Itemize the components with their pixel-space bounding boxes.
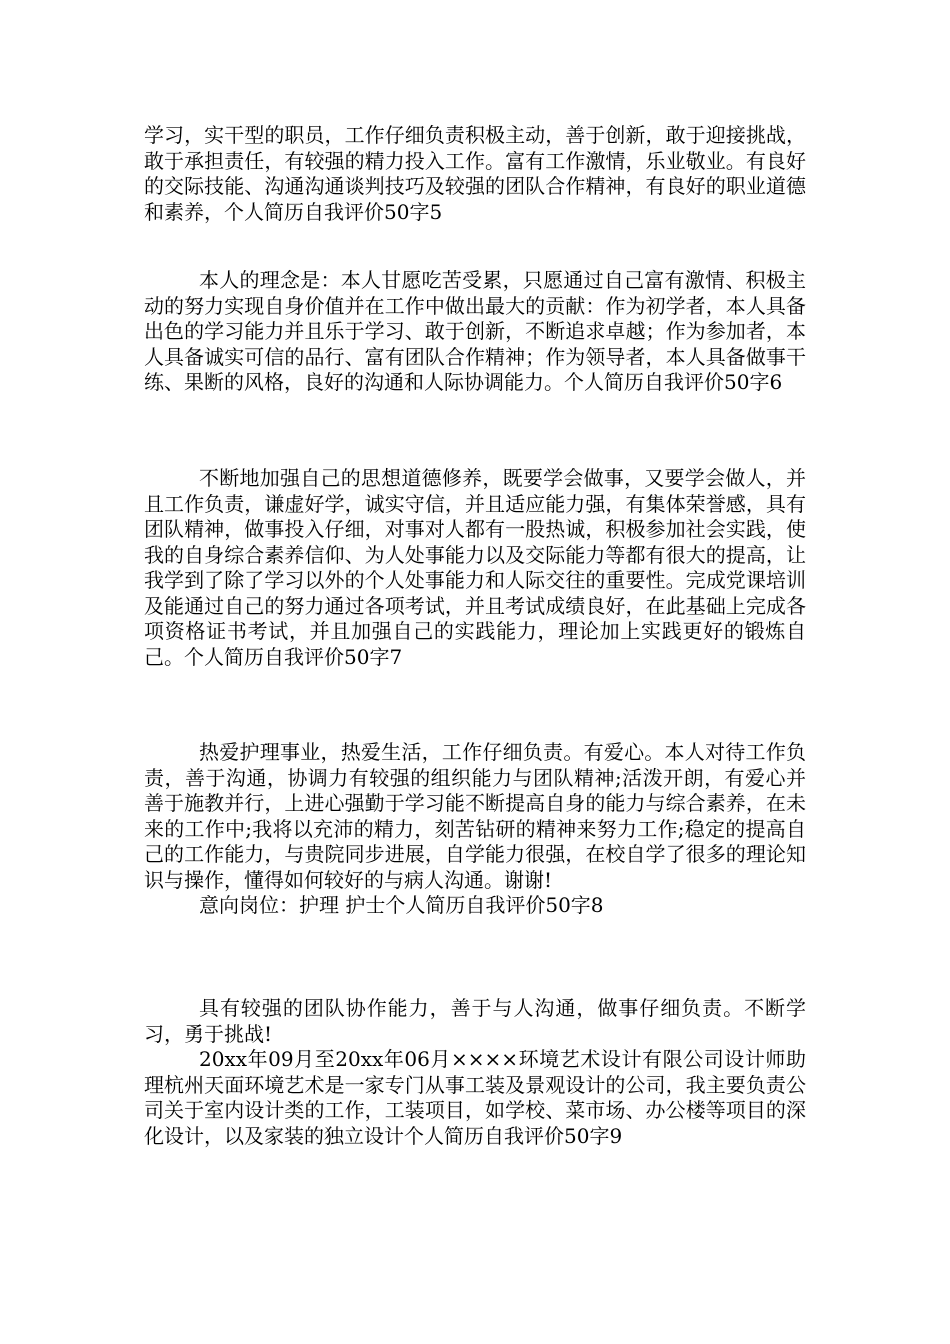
paragraph-text: 不断地加强自己的思想道德修养，既要学会做事，又要学会做人，并且工作负责，谦虚好学，诚实守信，并且适应能力强，有集体荣誉感，具有团队精神，做事投入仔细，对事对人都有一股热诚，积极参加社会实践，使我的自身综合素养信仰、为人处事能力以及交际能力等都有很大的提高，让我学到了除了学习以外的个人处事能力和人际交往的重要性。完成党课培训及能通过自己的努力通过各项考试，并且考试成绩良好，在此基础上完成各项资格证书考试，并且加强自己的实践能力，理论加上实践更好的锻炼自己。个人简历自我评价50字7 [144, 466, 806, 669]
paragraph-self-evaluation-5 [144, 123, 806, 225]
paragraph-text: 热爱护理事业，热爱生活，工作仔细负责。有爱心。本人对待工作负责，善于沟通，协调力有较强的组织能力与团队精神;活泼开朗，有爱心并善于施教并行，上进心强勤于学习能不断提高自身的能力与综合素养，在未来的工作中;我将以充沛的精力，刻苦钻研的精神来努力工作;稳定的提高自己的工作能力，与贵院同步进展，自学能力很强，在校自学了很多的理论知识与操作，懂得如何较好的与病人沟通。谢谢! [144, 740, 806, 892]
paragraph-experience-line: 20xx年09月至20xx年06月××××环境艺术设计有限公司设计师助理杭州天面环境艺术是一家专门从事工装及景观设计的公司，我主要负责公司关于室内设计类的工作，工装项目，如学校、菜市场、办公楼等项目的深化设计，以及家装的独立设计个人简历自我评价50字9 [144, 1047, 806, 1148]
paragraph-text: 学习，实干型的职员，工作仔细负责积极主动，善于创新，敢于迎接挑战，敢于承担责任，有较强的精力投入工作。富有工作激情，乐业敬业。有良好的交际技能、沟通沟通谈判技巧及较强的团队合作精神，有良好的职业道德和素养，个人简历自我评价50字5 [144, 123, 806, 224]
paragraph-self-evaluation-6 [144, 268, 806, 396]
paragraph-text: 具有较强的团队协作能力，善于与人沟通，做事仔细负责。不断学习，勇于挑战! [144, 996, 806, 1046]
paragraph-self-evaluation-9 [144, 996, 806, 1149]
paragraph-self-evaluation-7 [144, 466, 806, 670]
paragraph-position-line: 意向岗位：护理 护士个人简历自我评价50字8 [199, 893, 604, 917]
paragraph-self-evaluation-8 [144, 740, 806, 919]
paragraph-text: 本人的理念是：本人甘愿吃苦受累，只愿通过自己富有激情、积极主动的努力实现自身价值并在工作中做出最大的贡献：作为初学者，本人具备出色的学习能力并且乐于学习、敢于创新，不断追求卓越；作为参加者，本人具备诚实可信的品行、富有团队合作精神；作为领导者，本人具备做事干练、果断的风格，良好的沟通和人际协调能力。个人简历自我评价50字6 [144, 268, 806, 394]
